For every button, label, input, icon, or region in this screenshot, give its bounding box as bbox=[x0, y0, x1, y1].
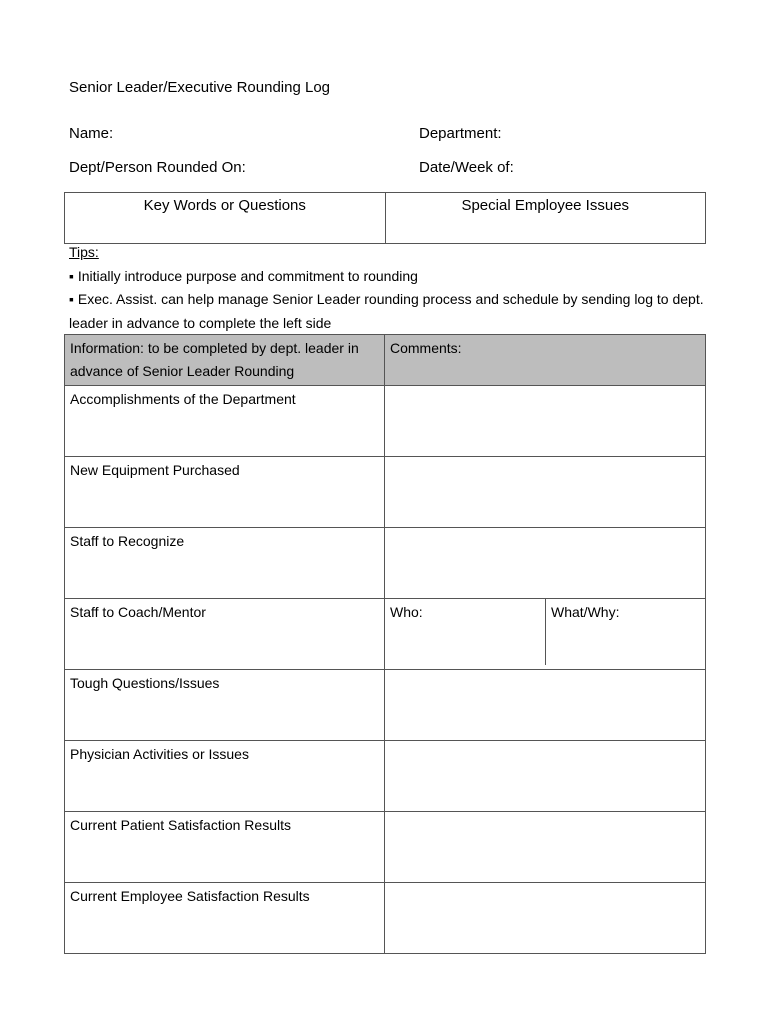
key-words-table bbox=[64, 192, 706, 244]
table-row bbox=[65, 457, 706, 528]
row-label: New Equipment Purchased bbox=[65, 457, 385, 528]
table-row bbox=[65, 386, 706, 457]
table-row bbox=[65, 599, 706, 670]
comment-cell[interactable] bbox=[385, 457, 706, 528]
who-what-cell bbox=[385, 599, 706, 670]
comment-cell[interactable] bbox=[385, 670, 706, 741]
info-header: Information: to be completed by dept. leader in advance of Senior Leader Rounding bbox=[65, 335, 385, 386]
row-label: Tough Questions/Issues bbox=[65, 670, 385, 741]
row-label: Accomplishments of the Department bbox=[65, 386, 385, 457]
page-title: Senior Leader/Executive Rounding Log bbox=[69, 79, 331, 96]
what-why-field[interactable]: What/Why: bbox=[551, 604, 620, 620]
date-week-label: Date/Week of: bbox=[419, 159, 514, 176]
key-words-header: Key Words or Questions bbox=[143, 197, 306, 214]
comment-cell[interactable] bbox=[385, 741, 706, 812]
comment-cell[interactable] bbox=[385, 883, 706, 954]
row-label: Current Employee Satisfaction Results bbox=[65, 883, 385, 954]
table-row bbox=[65, 812, 706, 883]
tip-item: ▪ Exec. Assist. can help manage Senior Leader rounding process and schedule by sending log to dept. leader in advance to complete the left side bbox=[69, 291, 704, 331]
special-issues-header: Special Employee Issues bbox=[461, 197, 630, 214]
comment-cell[interactable] bbox=[385, 386, 706, 457]
comment-cell[interactable] bbox=[385, 528, 706, 599]
comment-cell[interactable] bbox=[385, 812, 706, 883]
tips-heading: Tips: bbox=[69, 244, 99, 260]
tip-item: ▪ Initially introduce purpose and commitment to rounding bbox=[69, 267, 418, 284]
department-label: Department: bbox=[419, 125, 502, 142]
key-words-cell[interactable] bbox=[65, 193, 386, 244]
table-row bbox=[65, 883, 706, 954]
comments-header: Comments: bbox=[385, 335, 706, 386]
dept-person-label: Dept/Person Rounded On: bbox=[69, 159, 246, 176]
table-header-row bbox=[65, 335, 706, 386]
row-label: Current Patient Satisfaction Results bbox=[65, 812, 385, 883]
table-row bbox=[65, 528, 706, 599]
special-issues-cell[interactable] bbox=[385, 193, 706, 244]
row-label: Staff to Recognize bbox=[65, 528, 385, 599]
tips-section bbox=[69, 241, 709, 335]
name-label: Name: bbox=[69, 125, 114, 142]
table-row bbox=[65, 741, 706, 812]
row-label: Physician Activities or Issues bbox=[65, 741, 385, 812]
row-label: Staff to Coach/Mentor bbox=[65, 599, 385, 670]
who-field[interactable]: Who: bbox=[385, 599, 546, 665]
rounding-table bbox=[64, 334, 706, 954]
table-row bbox=[65, 670, 706, 741]
